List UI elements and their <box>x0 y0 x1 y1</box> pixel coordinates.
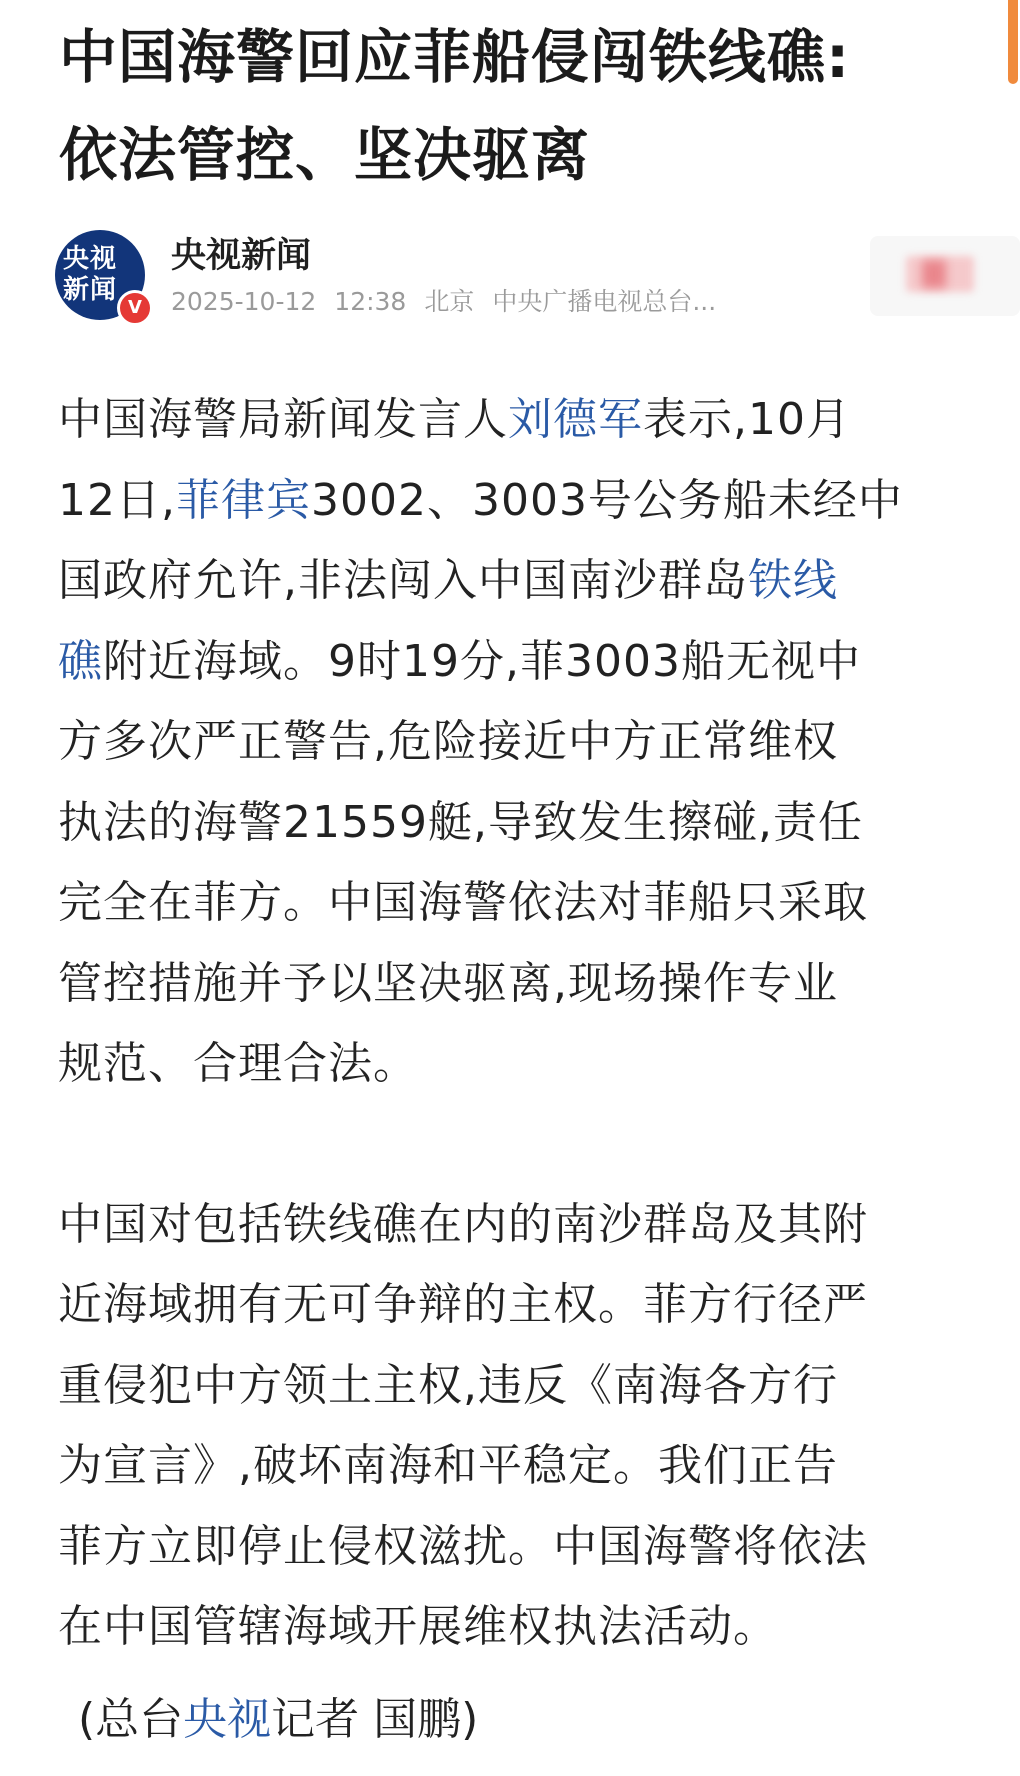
author-name[interactable]: 央视新闻 <box>171 236 312 276</box>
scroll-indicator[interactable] <box>1008 0 1018 84</box>
text-line: 规范、合理合法。 <box>58 1038 418 1089</box>
text-span: 附近海域。9时19分,菲3003船无视中 <box>103 635 861 687</box>
reporter-credit <box>78 1680 478 1760</box>
verified-icon: V <box>117 290 153 326</box>
text-line: 为宣言》,破坏南海和平稳定。我们正告 <box>58 1440 838 1491</box>
text-span: 中国海警局新闻发言人 <box>58 394 508 445</box>
text-line: 中国对包括铁线礁在内的南沙群岛及其附 <box>58 1198 868 1250</box>
title-line: 依法管控、坚决驱离 <box>59 121 591 189</box>
publish-source: 中央广播电视总台... <box>492 287 717 316</box>
paragraph-1 <box>58 380 968 1105</box>
text-line: 完全在菲方。中国海警依法对菲船只采取 <box>58 877 868 928</box>
text-line: 方多次严正警告,危险接近中方正常维权 <box>58 716 838 767</box>
text-line <box>58 380 968 461</box>
text-line: 执法的海警21559艇,导致发生擦碰,责任 <box>58 796 863 848</box>
author-row <box>55 226 975 326</box>
paragraph-2 <box>58 1185 968 1668</box>
logo-line: 新闻 <box>63 275 118 305</box>
publish-meta <box>171 282 734 318</box>
person-link[interactable]: 刘德军 <box>508 394 643 445</box>
text-span: 记者 国鹏) <box>271 1694 479 1745</box>
text-line <box>58 541 968 622</box>
text-line: 菲方立即停止侵权滋扰。中国海警将依法 <box>58 1520 868 1572</box>
article-title <box>59 8 979 204</box>
place-link[interactable]: 铁线 <box>748 555 838 606</box>
publish-date: 2025-10-12 <box>171 287 317 316</box>
text-line: 在中国管辖海域开展维权执法活动。 <box>58 1601 778 1652</box>
publish-location: 北京 <box>424 287 475 316</box>
country-link[interactable]: 菲律宾 <box>175 474 311 526</box>
text-line <box>58 622 968 703</box>
text-span: 12日, <box>58 474 176 526</box>
cctv-link[interactable]: 央视 <box>183 1694 272 1745</box>
text-span: 3002、3003号公务船未经中 <box>310 474 903 526</box>
follow-button[interactable] <box>870 236 1020 316</box>
place-link[interactable]: 礁 <box>58 635 103 687</box>
text-span: 表示,10月 <box>643 394 851 445</box>
article-body <box>58 380 968 1668</box>
logo-line: 央视 <box>63 244 118 274</box>
text-span: (总台 <box>78 1694 184 1745</box>
text-line: 管控措施并予以坚决驱离,现场操作专业 <box>58 957 838 1009</box>
text-span: 国政府允许,非法闯入中国南沙群岛 <box>58 555 748 606</box>
publish-time: 12:38 <box>334 287 407 316</box>
text-line: 重侵犯中方领土主权,违反《南海各方行 <box>58 1359 838 1411</box>
text-line: 近海域拥有无可争辩的主权。菲方行径严 <box>58 1279 868 1330</box>
text-line <box>58 461 968 542</box>
title-line: 中国海警回应菲船侵闯铁线礁: <box>59 23 851 91</box>
follow-button-blur <box>922 260 946 288</box>
